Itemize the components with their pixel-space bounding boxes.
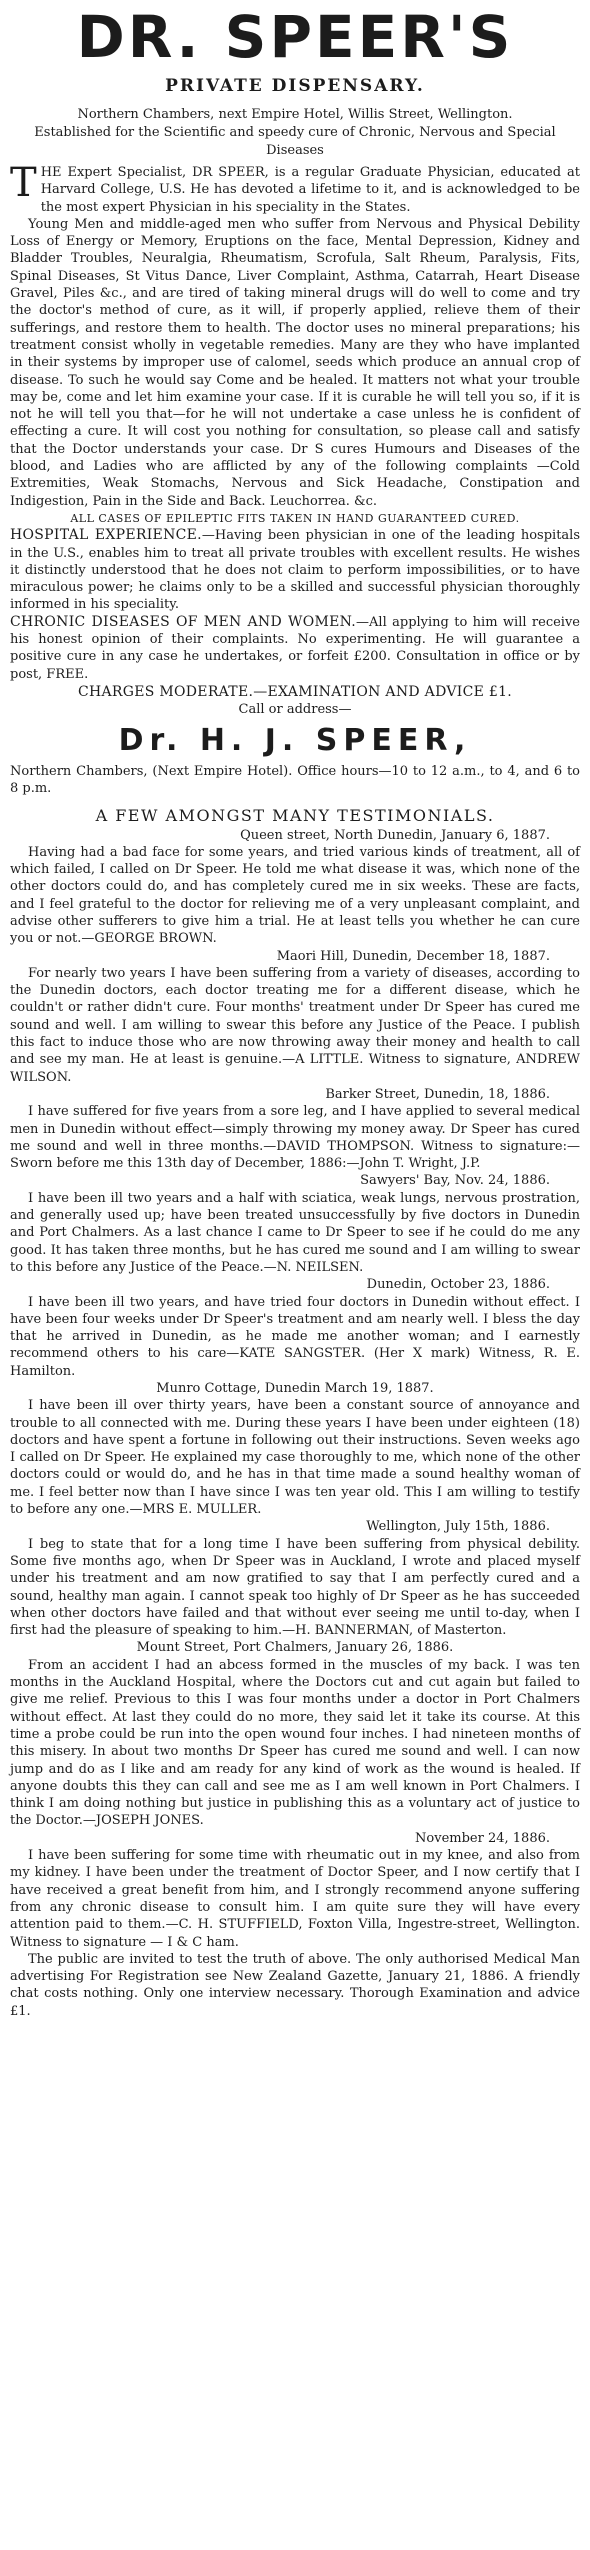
hospital-lead: HOSPITAL EXPERIENCE.: [10, 527, 202, 544]
charges-line: CHARGES MODERATE.—EXAMINATION AND ADVICE £1.: [77, 683, 513, 700]
testimonial-dateline: Queen street, North Dunedin, January 6, 1887.: [240, 827, 550, 843]
masthead-subtitle: PRIVATE DISPENSARY.: [165, 76, 425, 96]
testimonial-text: I have suffered for five years from a sore leg, and I have applied to several medical men in Dunedin without effect—simply throwing my money away. Dr Speer has cured me sound and well in three months.—DAVID THOMPSON. Witness to signature:—Sworn before me this 13th day of December, 1886:—John T. Wright, J.P.: [10, 1104, 580, 1172]
testimonial-text: From an accident I had an abcess formed in the muscles of my back. I was ten months in the Auckland Hospital, where the Doctors cut and cut again but failed to give me relief. Previous to this I was four months under a doctor in Port Chalmers without effect. At last they could do no more, they said let it take its course. At this time a probe could be run into the open wound four inches. I had nineteen months of this misery. In about two months Dr Speer has cured me sound and well. I can now jump and do as I like and am ready for any kind of work as the wound is healed. If anyone doubts this they can call and see me as I am well known in Port Chalmers. I think I am doing nothing but justice in publishing this as a voluntary act of justice to the Doctor.—JOSEPH JONES.: [10, 1657, 580, 1829]
testimonial: [10, 1380, 580, 1518]
hospital-paragraph: [10, 527, 580, 613]
intro-paragraph: [10, 160, 580, 216]
epileptic-line: ALL CASES OF EPILEPTIC FITS TAKEN IN HAND GUARANTEED CURED.: [70, 511, 520, 525]
testimonial: [10, 1276, 580, 1380]
testimonial: [10, 827, 580, 948]
testimonial: [10, 948, 580, 1086]
testimonial-text: Having had a bad face for some years, and tried various kinds of treatment, all of which failed, I called on Dr Speer. He told me what disease it was, which none of the other doctors could do, and has completely cured me in six weeks. These are facts, and I feel grateful to the doctor for relieving me of a very unpleasant complaint, and advise other sufferers to give him a trial. He at least tells you whether he can cure you or not.—GEORGE BROWN.: [10, 844, 580, 947]
masthead-title: DR. SPEER'S: [76, 3, 514, 71]
testimonial-dateline: November 24, 1886.: [415, 1830, 550, 1846]
address-line: Northern Chambers, next Empire Hotel, Willis Street, Wellington.: [77, 107, 513, 122]
chronic-paragraph: [10, 614, 580, 683]
testimonial-dateline: Wellington, July 15th, 1886.: [366, 1519, 550, 1535]
testimonial-text: I have been ill two years and a half with sciatica, weak lungs, nervous prostration, and generally used up; have been treated unsuccessfully by five doctors in Dunedin and Port Chalmers. As a last chance I came to Dr Speer to see if he could do me any good. It has taken three months, but he has cured me sound and I am willing to swear to this before any Justice of the Peace.—N. NEILSEN.: [10, 1190, 580, 1275]
young-men-paragraph: Young Men and middle-aged men who suffer from Nervous and Physical Debility Loss of Energy or Memory, Eruptions on the face, Mental Depression, Kidney and Bladder Troubles, Neuralgia, Rheumatism, Scrofula, Salt Rheum, Paralysis, Fits, Spinal Diseases, St Vitus Dance, Liver Complaint, Asthma, Catarrah, Heart Disease Gravel, Piles &c., and are tired of taking mineral drugs will do well to come and try the doctor's method of cure, as it will, if properly applied, relieve them of their sufferings, and restore them to health. The doctor uses no mineral preparations; his treatment consist wholly in vegetable remedies. Many are they who have implanted in their systems by improper use of calomel, seeds which produce an annual crop of disease. To such he would say Come and be healed. It matters not what your trouble may be, come and let him examine your case. If it is curable he will tell you so, if it is not he will tell you that—for he will not undertake a case unless he is confident of effecting a cure. It will cost you nothing for consultation, so please call and satisfy that the Doctor understands your case. Dr S cures Humours and Diseases of the blood, and Ladies who are afflicted by any of the following complaints —Cold Extremities, Weak Stomachs, Nervous and Sick Headache, Constipation and Indigestion, Pain in the Side and Back. Leuchorrea. &c.: [10, 216, 580, 509]
office-line: Northern Chambers, (Next Empire Hotel). Office hours—10 to 12 a.m., to 4, and 6 to 8 p.m.: [10, 763, 580, 797]
testimonial-dateline: Sawyers' Bay, Nov. 24, 1886.: [360, 1173, 550, 1189]
intro-text: HE Expert Specialist, DR SPEER, is a regular Graduate Physician, educated at Harvard College, U.S. He has devoted a lifetime to it, and is acknowledged to be the most expert Physician in his speciality in the States.: [40, 165, 580, 215]
drop-cap: T: [10, 160, 37, 206]
advertisement: [10, 0, 580, 2020]
testimonial: [10, 1518, 580, 1639]
testimonial-dateline: Mount Street, Port Chalmers, January 26, 1886.: [136, 1640, 454, 1656]
chronic-text: —All applying to him will receive his honest opinion of their complaints. No experimenting. He will guarantee a positive cure in any case he undertakes, or forfeit £200. Consultation in office or by post, FREE.: [10, 614, 580, 682]
hospital-text: —Having been physician in one of the leading hospitals in the U.S., enables him to treat all private troubles with excellent results. He wishes it distinctly understood that he does not claim to perform impossibilities, or to have miraculous power; he claims only to be a skilled and successful physician thoroughly informed in his speciality.: [10, 528, 580, 613]
testimonial-dateline: Barker Street, Dunedin, 18, 1886.: [325, 1086, 550, 1102]
testimonial: [10, 1639, 580, 1829]
testimonial-text: I have been ill two years, and have tried four doctors in Dunedin without effect. I have been four weeks under Dr Speer's treatment and am nearly well. I bless the day that he arrived in Dunedin, as he made me another woman; and I earnestly recommend others to his care—KATE SANGSTER. (Her X mark) Witness, R. E. Hamilton.: [10, 1294, 580, 1379]
chronic-lead: CHRONIC DISEASES OF MEN AND WOMEN.: [10, 613, 357, 630]
closing-paragraph: The public are invited to test the truth of above. The only authorised Medical Man advertising For Registration see New Zealand Gazette, January 21, 1886. A friendly chat costs nothing. Only one interview necessary. Thorough Examination and advice £1.: [10, 1951, 580, 2019]
testimonial-dateline: Dunedin, October 23, 1886.: [366, 1277, 550, 1293]
testimonial-dateline: Maori Hill, Dunedin, December 18, 1887.: [276, 948, 550, 964]
testimonial-text: I have been suffering for some time with rheumatic out in my knee, and also from my kidney. I have been under the treatment of Doctor Speer, and I now certify that I have received a great benefit from him, and I strongly recommend anyone suffering from any chronic disease to consult him. I am quite sure they will have every attention paid to them.—C. H. STUFFIELD, Foxton Villa, Ingestre-street, Wellington. Witness to signature — I & C ham.: [10, 1848, 580, 1950]
testimonial-text: For nearly two years I have been suffering from a variety of diseases, according to the Dunedin doctors, each doctor treating me for a different disease, which he couldn't or rather didn't cure. Four months' treatment under Dr Speer has cured me sound and well. I am willing to swear this before any Justice of the Peace. I publish this fact to induce those who are now throwing away their money and health to call and see my man. He at least is genuine.—A LITTLE. Witness to signature, ANDREW WILSON.: [10, 965, 580, 1085]
testimonial-text: I have been ill over thirty years, have been a constant source of annoyance and trouble to all connected with me. During these years I have been under eighteen (18) doctors and have spent a fortune in following out their instructions. Seven weeks ago I called on Dr Speer. He explained my case thoroughly to me, which none of the other doctors could or would do, and he has in that time made a sound healthy woman of me. I feel better now than I have since I was ten year old. This I am willing to testify to before any one.—MRS E. MULLER.: [10, 1398, 580, 1518]
testimonial-dateline: Munro Cottage, Dunedin March 19, 1887.: [156, 1381, 434, 1396]
testimonials-heading: A FEW AMONGST MANY TESTIMONIALS.: [95, 805, 495, 825]
established-line: Established for the Scientific and speedy cure of Chronic, Nervous and Special Diseases: [34, 125, 556, 158]
doctor-name: Dr. H. J. SPEER,: [118, 722, 472, 758]
testimonial-text: I beg to state that for a long time I have been suffering from physical debility. Some five months ago, when Dr Speer was in Auckland, I wrote and placed myself under his treatment and am now gratified to say that I am perfectly cured and a sound, healthy man again. I cannot speak too highly of Dr Speer as he has succeeded when other doctors have failed and that without ever seeing me until to-day, when I first had the pleasure of speaking to him.—H. BANNERMAN, of Masterton.: [10, 1536, 580, 1639]
testimonial: [10, 1172, 580, 1276]
testimonial: [10, 1830, 580, 1951]
testimonial: [10, 1086, 580, 1172]
call-line: Call or address—: [238, 701, 352, 717]
